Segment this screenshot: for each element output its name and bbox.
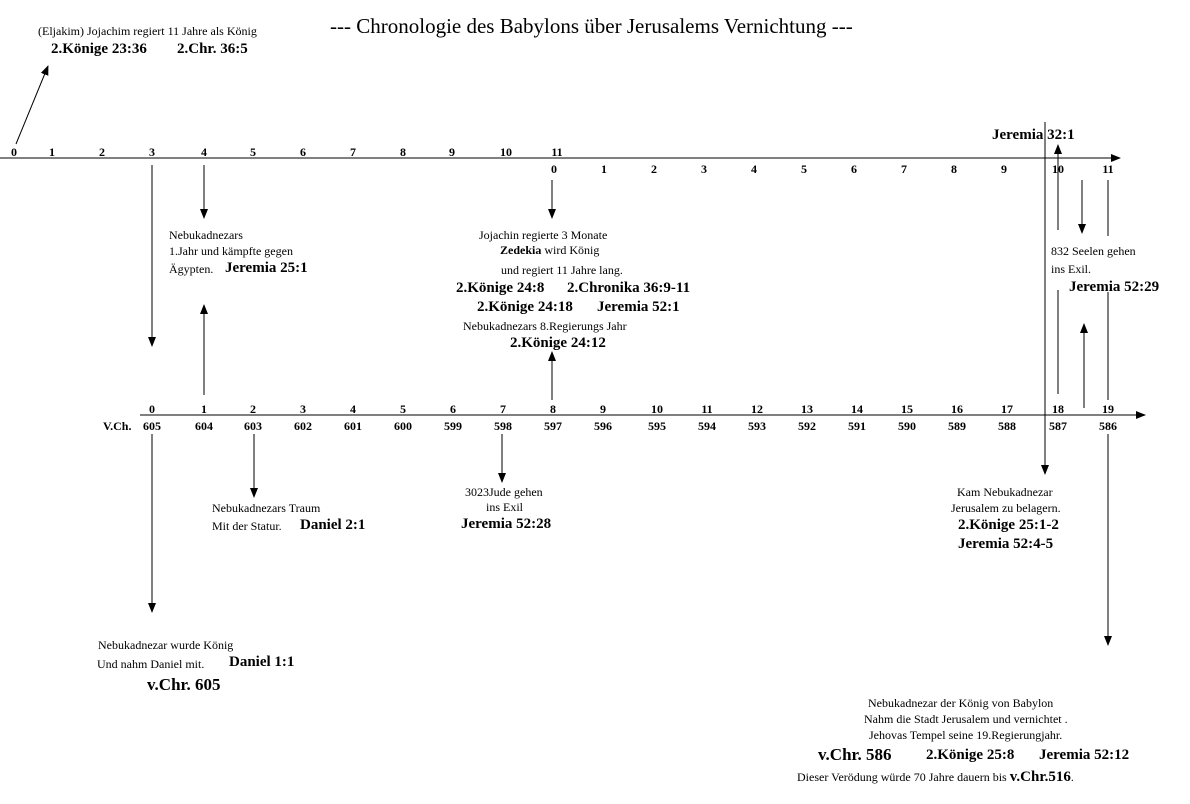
- siege-line1: Kam Nebukadnezar: [957, 485, 1053, 499]
- bc-year-604: 604: [195, 419, 213, 433]
- ref-daniel-2-1: Daniel 2:1: [300, 517, 366, 533]
- nebu-year-19: 19: [1102, 402, 1114, 416]
- bc-year-598: 598: [494, 419, 512, 433]
- nebu-year-3: 3: [300, 402, 306, 416]
- bc-year-603: 603: [244, 419, 262, 433]
- bc-year-586: 586: [1099, 419, 1117, 433]
- dream-line1: Nebukadnezars Traum: [212, 501, 321, 515]
- desolation-text: Dieser Verödung würde 70 Jahre dauern bis: [797, 770, 1007, 784]
- nebu-king-line1: Nebukadnezar wurde König: [98, 638, 234, 652]
- zedekia-king-rest: wird König: [541, 243, 600, 257]
- zedekia-year-6: 6: [851, 162, 857, 176]
- ref-2kings-25-8: 2.Könige 25:8: [926, 747, 1015, 763]
- bc-year-597: 597: [544, 419, 562, 433]
- ref-jeremia-52-1: Jeremia 52:1: [597, 299, 680, 315]
- bc-year-592: 592: [798, 419, 816, 433]
- nebu-year-6: 6: [450, 402, 456, 416]
- ref-2kings-24-12: 2.Könige 24:12: [510, 335, 606, 351]
- zedekia-year-3: 3: [701, 162, 707, 176]
- exile-832-line1: 832 Seelen gehen: [1051, 244, 1136, 258]
- nebu-year-10: 10: [651, 402, 663, 416]
- nebu-year-18: 18: [1052, 402, 1064, 416]
- jojachim-year-11: 11: [551, 145, 563, 159]
- zedekia-year-9: 9: [1001, 162, 1007, 176]
- nebu-year-13: 13: [801, 402, 813, 416]
- nebu-year-15: 15: [901, 402, 913, 416]
- nebu-year-11: 11: [701, 402, 713, 416]
- bc-year-594: 594: [698, 419, 716, 433]
- jojachim-year-6: 6: [300, 145, 306, 159]
- zedekia-name: Zedekia: [500, 243, 542, 257]
- exile-3023-line2: ins Exil: [486, 500, 524, 514]
- jojachim-year-9: 9: [449, 145, 455, 159]
- jojachim-year-10: 10: [500, 145, 512, 159]
- zedekia-year-2: 2: [651, 162, 657, 176]
- ref-jeremia-52-28: Jeremia 52:28: [461, 516, 552, 532]
- ref-jeremia-32-1: Jeremia 32:1: [992, 127, 1075, 143]
- ref-2kings-24-8: 2.Könige 24:8: [456, 280, 545, 296]
- nebu-first-year-line3: Ägypten.: [169, 262, 214, 276]
- date-586: v.Chr. 586: [818, 745, 892, 764]
- ref-jeremia-25-1: Jeremia 25:1: [225, 260, 308, 276]
- ref-jeremia-52-12: Jeremia 52:12: [1039, 747, 1130, 763]
- jojachim-year-4: 4: [201, 145, 207, 159]
- nebu-year-9: 9: [600, 402, 606, 416]
- zedekia-year-1: 1: [601, 162, 607, 176]
- nebu-year-8: 8: [550, 402, 556, 416]
- zedekia-reign-text: und regiert 11 Jahre lang.: [501, 263, 623, 277]
- bc-year-595: 595: [648, 419, 666, 433]
- ref-jeremia-52-29: Jeremia 52:29: [1069, 279, 1160, 295]
- destruction-line1: Nebukadnezar der König von Babylon: [868, 696, 1054, 710]
- nebu-year-16: 16: [951, 402, 963, 416]
- desolation-70-years: [797, 770, 1074, 785]
- zedekia-year-0: 0: [551, 162, 557, 176]
- jojachim-year-5: 5: [250, 145, 256, 159]
- bc-year-590: 590: [898, 419, 916, 433]
- zedekia-year-11: 11: [1102, 162, 1114, 176]
- nebu-first-year-line1: Nebukadnezars: [169, 228, 243, 242]
- bc-year-602: 602: [294, 419, 312, 433]
- nebu-year-7: 7: [500, 402, 506, 416]
- ref-jeremia-52-4-5: Jeremia 52:4-5: [958, 536, 1054, 552]
- jojachim-arrow: [16, 66, 48, 144]
- jojachim-year-0: 0: [11, 145, 17, 159]
- zedekia-year-7: 7: [901, 162, 907, 176]
- jojachim-year-2: 2: [99, 145, 105, 159]
- nebu-year-12: 12: [751, 402, 763, 416]
- bc-year-601: 601: [344, 419, 362, 433]
- jojachim-year-3: 3: [149, 145, 155, 159]
- jojachim-reign-text: (Eljakim) Jojachim regiert 11 Jahre als König: [38, 24, 257, 38]
- jojachin-reign-text: Jojachin regierte 3 Monate: [479, 228, 608, 242]
- dream-line2: Mit der Statur.: [212, 519, 282, 533]
- jojachim-year-8: 8: [400, 145, 406, 159]
- nebu-year-0: 0: [149, 402, 155, 416]
- bc-year-599: 599: [444, 419, 462, 433]
- nebu-year-14: 14: [851, 402, 863, 416]
- zedekia-year-4: 4: [751, 162, 757, 176]
- bc-label: V.Ch.: [103, 419, 132, 433]
- date-516: v.Chr.516: [1009, 769, 1071, 785]
- desolation-end-punct: .: [1070, 770, 1074, 784]
- ref-daniel-1-1: Daniel 1:1: [229, 654, 295, 670]
- ref-2kings-24-18: 2.Könige 24:18: [477, 299, 573, 315]
- nebu-first-year-line2: 1.Jahr und kämpfte gegen: [169, 244, 293, 258]
- bc-year-589: 589: [948, 419, 966, 433]
- bc-year-588: 588: [998, 419, 1016, 433]
- exile-3023-line1: 3023Jude gehen: [465, 485, 543, 499]
- nebu-king-line2: Und nahm Daniel mit.: [97, 657, 205, 671]
- date-605: v.Chr. 605: [147, 675, 221, 694]
- ref-2chronika-36-9-11: 2.Chronika 36:9-11: [567, 280, 691, 296]
- bc-year-605: 605: [143, 419, 161, 433]
- nebu-year-4: 4: [350, 402, 356, 416]
- exile-832-line2: ins Exil.: [1051, 262, 1092, 276]
- siege-line2: Jerusalem zu belagern.: [951, 501, 1061, 515]
- ref-2chr-36-5: 2.Chr. 36:5: [177, 41, 248, 57]
- bc-year-600: 600: [394, 419, 412, 433]
- ref-2kings-23-36: 2.Könige 23:36: [51, 41, 147, 57]
- jojachim-year-1: 1: [49, 145, 55, 159]
- zedekia-year-5: 5: [801, 162, 807, 176]
- page-title: --- Chronologie des Babylons über Jerusalems Vernichtung ---: [330, 14, 853, 38]
- nebu-year-2: 2: [250, 402, 256, 416]
- nebu-year-17: 17: [1001, 402, 1013, 416]
- destruction-line3: Jehovas Tempel seine 19.Regierungjahr.: [869, 728, 1063, 742]
- jojachim-year-7: 7: [350, 145, 356, 159]
- bc-year-596: 596: [594, 419, 612, 433]
- bc-year-593: 593: [748, 419, 766, 433]
- ref-2kings-25-1-2: 2.Könige 25:1-2: [958, 517, 1059, 533]
- zedekia-year-8: 8: [951, 162, 957, 176]
- bc-year-591: 591: [848, 419, 866, 433]
- destruction-line2: Nahm die Stadt Jerusalem und vernichtet .: [864, 712, 1068, 726]
- nebu-year-5: 5: [400, 402, 406, 416]
- bc-year-587: 587: [1049, 419, 1067, 433]
- nebu-year-1: 1: [201, 402, 207, 416]
- zedekia-king-text: [500, 244, 599, 256]
- zedekia-year-10: 10: [1052, 162, 1064, 176]
- nebu-8th-year-text: Nebukadnezars 8.Regierungs Jahr: [463, 319, 627, 333]
